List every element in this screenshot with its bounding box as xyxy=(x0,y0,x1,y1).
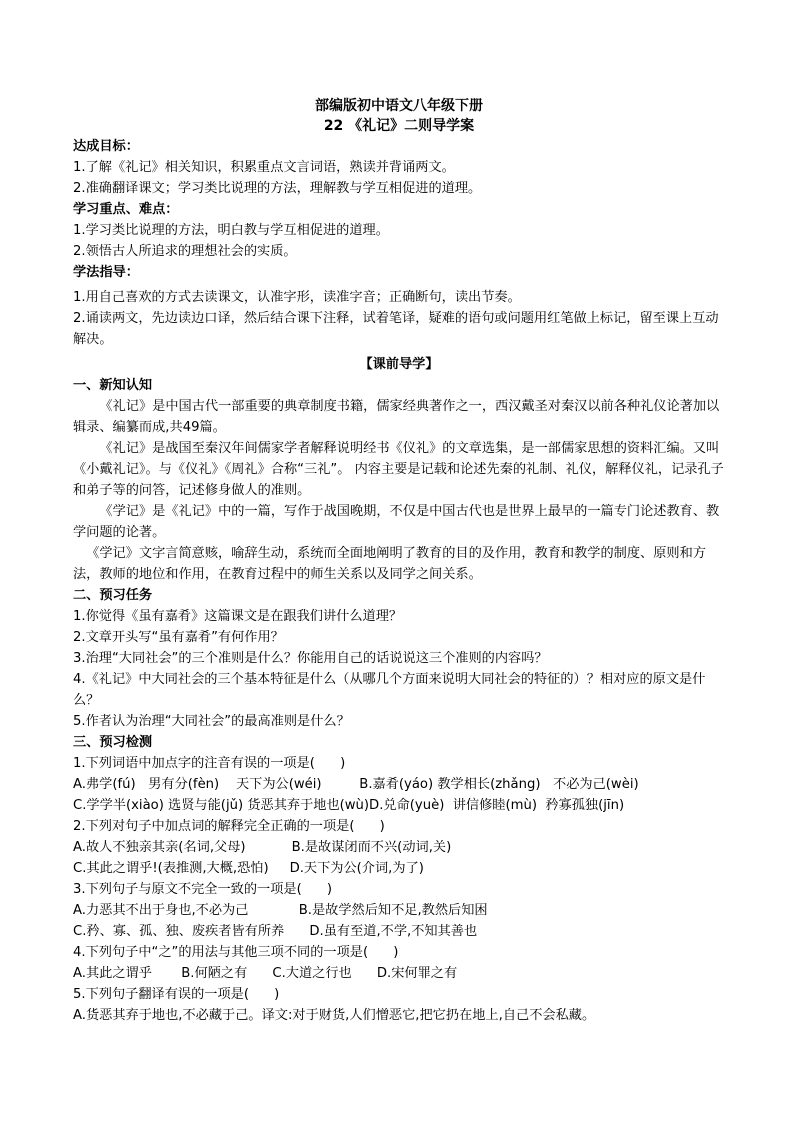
document-page xyxy=(73,96,725,1026)
s2-item: 4.《礼记》中大同社会的三个基本特征是什么（从哪几个方面来说明大同社会的特征的）？相对应的原文是什么？ xyxy=(73,672,706,708)
s1-paragraph: 《礼记》是战国至秦汉年间儒家学者解释说明经书《仪礼》的文章选集，是一部儒家思想的资料汇编。又叫《小戴礼记》。与《仪礼》《周礼》合称“三礼”。 内容主要是记载和论述先秦的礼制、礼仪，解释仪礼，记录孔子和弟子等的问答，记述修身做人的准则。 xyxy=(73,441,724,498)
doc-subtitle: 22 《礼记》二则导学案 xyxy=(323,118,475,134)
s3-line: A.弗学(fú) 男有分(fèn) 天下为公(wéi) B.嘉肴(yáo) 教学相长(zhǎng) 不必为己(wèi) xyxy=(73,777,639,792)
s1-paragraph: 《礼记》是中国古代一部重要的典章制度书籍，儒家经典著作之一，西汉戴圣对秦汉以前各种礼仪论著加以辑录、编纂而成,共49篇。 xyxy=(73,399,720,435)
doc-title: 部编版初中语文八年级下册 xyxy=(315,98,483,114)
s3-line: C.学学半(xiào) 选贤与能(jǔ) 货恶其弃于地也(wù)D.兑命(yuè) 讲信修睦(mù) 矜寡孤独(jīn) xyxy=(73,798,625,813)
goals-item: 1.了解《礼记》相关知识，积累重点文言词语，熟读并背诵两文。 xyxy=(73,160,455,175)
s1-paragraph: 《学记》文字言简意赅，喻辞生动，系统而全面地阐明了教育的目的及作用，教育和教学的制度、原则和方法，教师的地位和作用，在教育过程中的师生关系以及同学之间关系。 xyxy=(73,546,706,582)
s3-line: 4.下列句子中“之”的用法与其他三项不同的一项是( ) xyxy=(73,945,399,960)
s3-line: A.其此之谓乎 B.何陋之有 C.大道之行也 D.宋何罪之有 xyxy=(73,966,458,981)
s3-line: 2.下列对句子中加点词的解释完全正确的一项是( ) xyxy=(73,819,385,834)
s3-line: 5.下列句子翻译有误的一项是( ) xyxy=(73,987,280,1002)
keys-heading: 学习重点、难点： xyxy=(73,202,179,217)
s2-item: 1.你觉得《虽有嘉肴》这篇课文是在跟我们讲什么道理？ xyxy=(73,609,403,624)
section-title: 【课前导学】 xyxy=(359,357,439,372)
keys-item: 2.领悟古人所追求的理想社会的实质。 xyxy=(73,244,297,259)
s1-heading: 一、新知认知 xyxy=(73,378,153,393)
s3-line: C.其此之谓乎!(表推测,大概,恐怕) D.天下为公(介词,为了) xyxy=(73,861,424,876)
s3-heading: 三、预习检测 xyxy=(73,735,153,750)
goals-heading: 达成目标： xyxy=(73,139,139,154)
s3-line: A.货恶其弃于地也,不必藏于己。译文:对于财货,人们憎恶它,把它扔在地上,自己不会私藏。 xyxy=(73,1008,596,1023)
method-item: 1.用自己喜欢的方式去读课文，认准字形，读准字音；正确断句，读出节奏。 xyxy=(73,290,521,305)
keys-item: 1.学习类比说理的方法，明白教与学互相促进的道理。 xyxy=(73,223,389,238)
s3-line: 3.下列句子与原文不完全一致的一项是( ) xyxy=(73,882,333,897)
s3-line: C.矜、寡、孤、独、废疾者皆有所养 D.虽有至道,不学,不知其善也 xyxy=(73,924,478,939)
method-item: 2.诵读两文，先边读边口译，然后结合课下注释，试着笔译，疑难的语句或问题用红笔做上标记，留至课上互动解决。 xyxy=(73,311,719,347)
goals-item: 2.准确翻译课文；学习类比说理的方法，理解教与学互相促进的道理。 xyxy=(73,181,482,196)
s1-paragraph: 《学记》是《礼记》中的一篇，写作于战国晚期，不仅是中国古代也是世界上最早的一篇专门论述教育、教学问题的论著。 xyxy=(73,504,720,540)
s3-line: A.故人不独亲其亲(名词,父母) B.是故谋闭而不兴(动词,关) xyxy=(73,840,452,855)
s3-line: A.力恶其不出于身也,不必为己 B.是故学然后知不足,教然后知困 xyxy=(73,903,488,918)
s2-item: 3.治理“大同社会”的三个准则是什么？你能用自己的话说说这三个准则的内容吗？ xyxy=(73,651,548,666)
s3-line: 1.下列词语中加点字的注音有误的一项是( ) xyxy=(73,756,346,771)
s2-item: 2.文章开头写“虽有嘉肴”有何作用？ xyxy=(73,630,284,645)
s2-item: 5.作者认为治理“大同社会”的最高准则是什么？ xyxy=(73,714,350,729)
method-heading: 学法指导： xyxy=(73,265,139,280)
s2-heading: 二、预习任务 xyxy=(73,588,153,603)
